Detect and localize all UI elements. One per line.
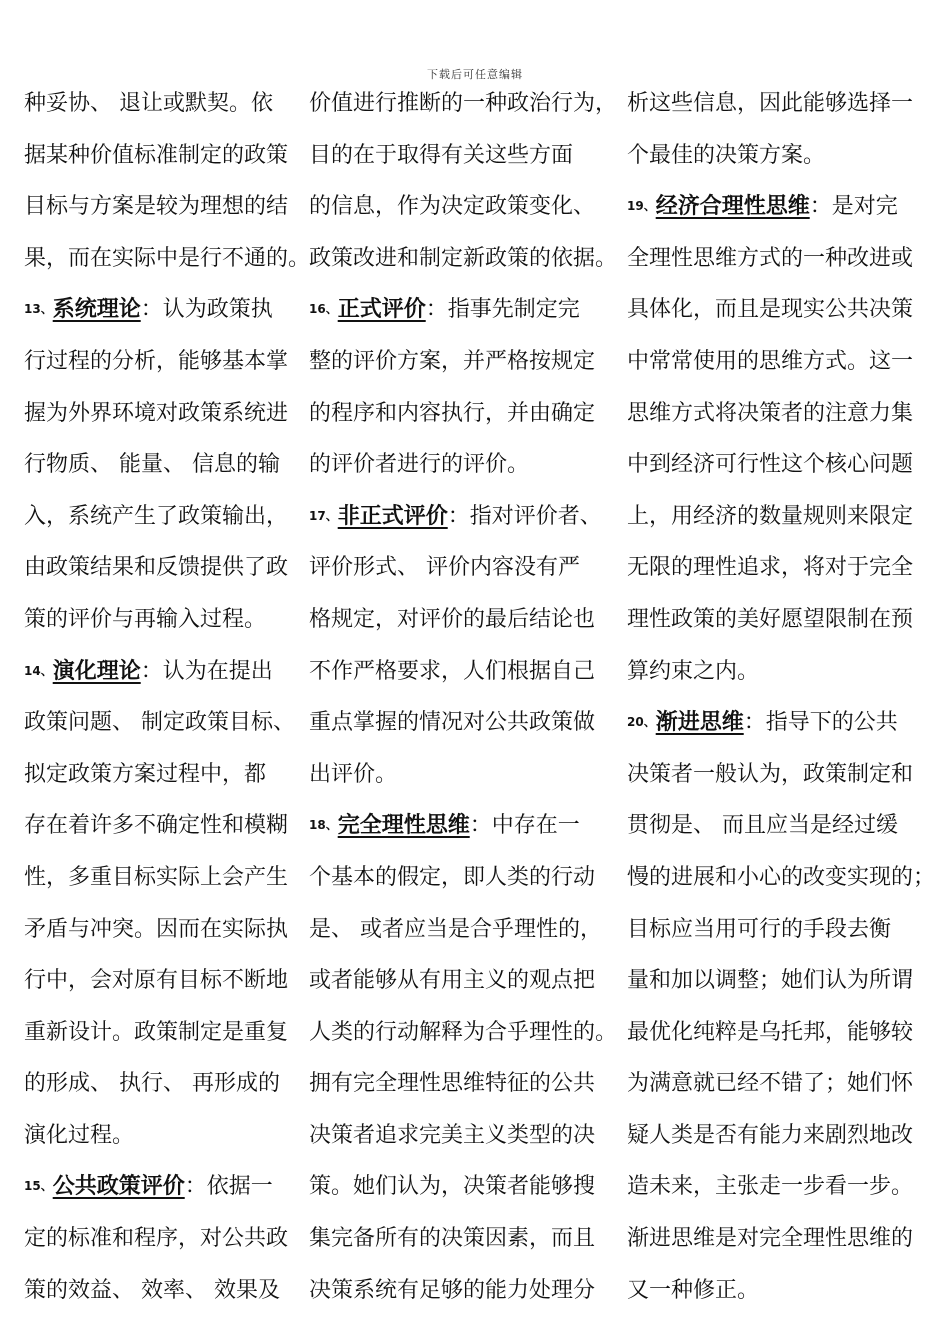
defined-term: 非正式评价 — [337, 503, 448, 529]
line-text: 演化过程。 — [24, 1122, 135, 1148]
text-line — [627, 852, 935, 904]
line-text: 最优化纯粹是乌托邦，能够较 — [627, 1019, 914, 1045]
line-text: 具体化，而且是现实公共决策 — [627, 297, 914, 323]
text-line — [627, 130, 935, 182]
text-line — [309, 955, 615, 1007]
text-column-1 — [24, 78, 311, 1316]
text-column-3 — [627, 78, 935, 1316]
text-line — [309, 1058, 615, 1110]
text-line — [627, 336, 935, 388]
line-text: 造未来，主张走一步看一步。 — [627, 1174, 914, 1200]
line-text: ：认为政策执 — [140, 297, 273, 323]
text-line — [24, 1007, 306, 1059]
text-line — [309, 336, 615, 388]
text-line — [627, 388, 935, 440]
line-text: 行物质、 能量、 信息的输 — [24, 452, 280, 478]
text-line — [627, 542, 935, 594]
text-line — [627, 1213, 935, 1265]
line-text: 无限的理性追求，将对于完全 — [627, 555, 914, 581]
text-line — [24, 800, 306, 852]
line-text: 出评价。 — [309, 761, 398, 787]
text-line — [627, 233, 935, 285]
text-line — [627, 1265, 935, 1317]
text-line — [24, 336, 306, 388]
line-text: 价值进行推断的一种政治行为， — [309, 91, 618, 116]
text-line — [627, 800, 935, 852]
definition-heading-line — [309, 284, 615, 336]
line-text: 目的在于取得有关这些方面 — [309, 142, 574, 168]
item-number: 16、 — [309, 302, 338, 317]
line-text: 握为外界环境对政策系统进 — [24, 400, 289, 426]
line-text: 据某种价值标准制定的政策 — [24, 142, 289, 168]
definition-heading-line — [309, 800, 615, 852]
text-line — [627, 284, 935, 336]
line-text: 思维方式将决策者的注意力集 — [627, 400, 914, 426]
line-text: 的信息，作为决定政策变化、 — [309, 194, 596, 220]
line-text: 整的评价方案，并严格按规定 — [309, 348, 596, 374]
line-text: 人类的行动解释为合乎理性的。 — [309, 1019, 618, 1045]
line-text: 决策者追求完美主义类型的决 — [309, 1122, 596, 1148]
line-text: 为满意就已经不错了；她们怀 — [627, 1071, 914, 1097]
line-text: 政策改进和制定新政策的依据。 — [309, 245, 618, 271]
line-text: ：认为在提出 — [140, 658, 273, 684]
line-text: 上，用经济的数量规则来限定 — [627, 503, 914, 529]
definition-heading-line — [627, 697, 935, 749]
line-text: 策的效益、 效率、 效果及 — [24, 1277, 280, 1303]
text-line — [309, 542, 615, 594]
text-line — [24, 181, 306, 233]
line-text: 定的标准和程序，对公共政 — [24, 1226, 289, 1252]
line-text: 或者能够从有用主义的观点把 — [309, 968, 596, 994]
line-text: 慢的进展和小心的改变实现的； — [627, 864, 936, 890]
line-text: 量和加以调整；她们认为所谓 — [627, 968, 914, 994]
text-line — [627, 904, 935, 956]
line-text: 又一种修正。 — [627, 1277, 760, 1303]
line-text: 集完备所有的决策因素，而且 — [309, 1226, 596, 1252]
line-text: 析这些信息，因此能够选择一 — [627, 91, 914, 116]
text-line — [309, 594, 615, 646]
text-line — [627, 1161, 935, 1213]
definition-heading-line — [24, 1161, 306, 1213]
line-text: 的程序和内容执行，并由确定 — [309, 400, 596, 426]
text-line — [627, 1007, 935, 1059]
line-text: 政策问题、 制定政策目标、 — [24, 710, 295, 736]
item-number: 15、 — [24, 1179, 53, 1194]
text-line — [309, 388, 615, 440]
line-text: 拥有完全理性思维特征的公共 — [309, 1071, 596, 1097]
text-line — [24, 904, 306, 956]
text-line — [309, 233, 618, 285]
line-text: 重点掌握的情况对公共政策做 — [309, 710, 596, 736]
line-text: 疑人类是否有能力来剧烈地改 — [627, 1122, 914, 1148]
text-line — [627, 955, 935, 1007]
text-line — [309, 1110, 615, 1162]
text-line — [627, 1110, 935, 1162]
line-text: 中常常使用的思维方式。这一 — [627, 348, 914, 374]
text-line — [627, 491, 935, 543]
line-text: ：中存在一 — [469, 813, 580, 839]
line-text: 矛盾与冲突。因而在实际执 — [24, 916, 289, 942]
text-line — [627, 439, 935, 491]
text-line — [24, 439, 306, 491]
text-line — [309, 78, 618, 130]
line-text: 目标与方案是较为理想的结 — [24, 194, 289, 220]
defined-term: 公共政策评价 — [52, 1174, 185, 1200]
item-number: 18、 — [309, 818, 338, 833]
text-line — [309, 904, 615, 956]
line-text: ：指导下的公共 — [743, 710, 898, 736]
text-line — [24, 1265, 306, 1317]
line-text: 格规定，对评价的最后结论也 — [309, 606, 596, 632]
line-text: 贯彻是、 而且应当是经过缓 — [627, 813, 898, 839]
definition-heading-line — [627, 181, 935, 233]
text-line — [24, 594, 306, 646]
line-text: 算约束之内。 — [627, 658, 760, 684]
text-line — [24, 749, 306, 801]
text-line — [24, 233, 311, 285]
definition-heading-line — [24, 646, 306, 698]
line-text: 个最佳的决策方案。 — [627, 142, 826, 168]
item-number: 13、 — [24, 302, 53, 317]
line-text: ：指事先制定完 — [425, 297, 580, 323]
item-number: 19、 — [627, 199, 656, 214]
defined-term: 演化理论 — [52, 658, 141, 684]
text-line — [24, 852, 306, 904]
line-text: ：是对完 — [809, 194, 898, 220]
line-text: 理性政策的美好愿望限制在预 — [627, 606, 914, 632]
line-text: 重新设计。政策制定是重复 — [24, 1019, 289, 1045]
text-line — [309, 130, 615, 182]
text-line — [627, 646, 935, 698]
text-line — [24, 1110, 306, 1162]
text-line — [24, 955, 306, 1007]
text-line — [309, 852, 615, 904]
line-text: 决策者一般认为，政策制定和 — [627, 761, 914, 787]
line-text: ：依据一 — [184, 1174, 273, 1200]
text-line — [24, 491, 306, 543]
defined-term: 渐进思维 — [655, 710, 744, 736]
line-text: 由政策结果和反馈提供了政 — [24, 555, 289, 581]
line-text: 种妥协、 退让或默契。依 — [24, 91, 273, 116]
defined-term: 正式评价 — [337, 297, 426, 323]
text-line — [627, 594, 935, 646]
text-line — [24, 388, 306, 440]
line-text: 评价形式、 评价内容没有严 — [309, 555, 580, 581]
text-line — [309, 1161, 615, 1213]
line-text: 不作严格要求，人们根据自己 — [309, 658, 596, 684]
text-line — [309, 1265, 615, 1317]
line-text: 存在着许多不确定性和模糊 — [24, 813, 289, 839]
defined-term: 系统理论 — [52, 297, 141, 323]
text-line — [309, 697, 615, 749]
item-number: 14、 — [24, 663, 53, 678]
line-text: 性，多重目标实际上会产生 — [24, 864, 289, 890]
defined-term: 经济合理性思维 — [655, 194, 810, 220]
text-line — [309, 1213, 615, 1265]
line-text: 行过程的分析，能够基本掌 — [24, 348, 289, 374]
text-line — [309, 749, 615, 801]
text-column-2 — [309, 78, 618, 1316]
line-text: 目标应当用可行的手段去衡 — [627, 916, 892, 942]
line-text: 策。她们认为，决策者能够搜 — [309, 1174, 596, 1200]
line-text: 策的评价与再输入过程。 — [24, 606, 267, 632]
text-line — [24, 1058, 306, 1110]
text-line — [309, 1007, 618, 1059]
text-line — [309, 439, 615, 491]
text-line — [24, 542, 306, 594]
line-text: 果，而在实际中是行不通的。 — [24, 245, 311, 271]
line-text: 全理性思维方式的一种改进或 — [627, 245, 914, 271]
line-text: 是、 或者应当是合乎理性的， — [309, 916, 602, 942]
line-text: 决策系统有足够的能力处理分 — [309, 1277, 596, 1303]
text-line — [24, 130, 306, 182]
text-line — [309, 646, 615, 698]
line-text: 的形成、 执行、 再形成的 — [24, 1071, 280, 1097]
line-text: 拟定政策方案过程中，都 — [24, 761, 267, 787]
line-text: 渐进思维是对完全理性思维的 — [627, 1226, 914, 1252]
text-line — [309, 181, 615, 233]
line-text: 个基本的假定，即人类的行动 — [309, 864, 596, 890]
item-number: 20、 — [627, 715, 656, 730]
defined-term: 完全理性思维 — [337, 813, 470, 839]
item-number: 17、 — [309, 508, 338, 523]
line-text: 的评价者进行的评价。 — [309, 452, 530, 478]
definition-heading-line — [309, 491, 615, 543]
line-text: 行中，会对原有目标不断地 — [24, 968, 289, 994]
definition-heading-line — [24, 284, 306, 336]
text-line — [24, 697, 306, 749]
text-line — [627, 749, 935, 801]
line-text: 入，系统产生了政策输出， — [24, 503, 289, 529]
page-header: 下载后可任意编辑 — [427, 68, 523, 81]
text-line — [24, 1213, 306, 1265]
text-line — [24, 78, 306, 130]
line-text: 中到经济可行性这个核心问题 — [627, 452, 914, 478]
text-line — [627, 1058, 935, 1110]
text-line — [627, 78, 935, 130]
line-text: ：指对评价者、 — [447, 503, 602, 529]
